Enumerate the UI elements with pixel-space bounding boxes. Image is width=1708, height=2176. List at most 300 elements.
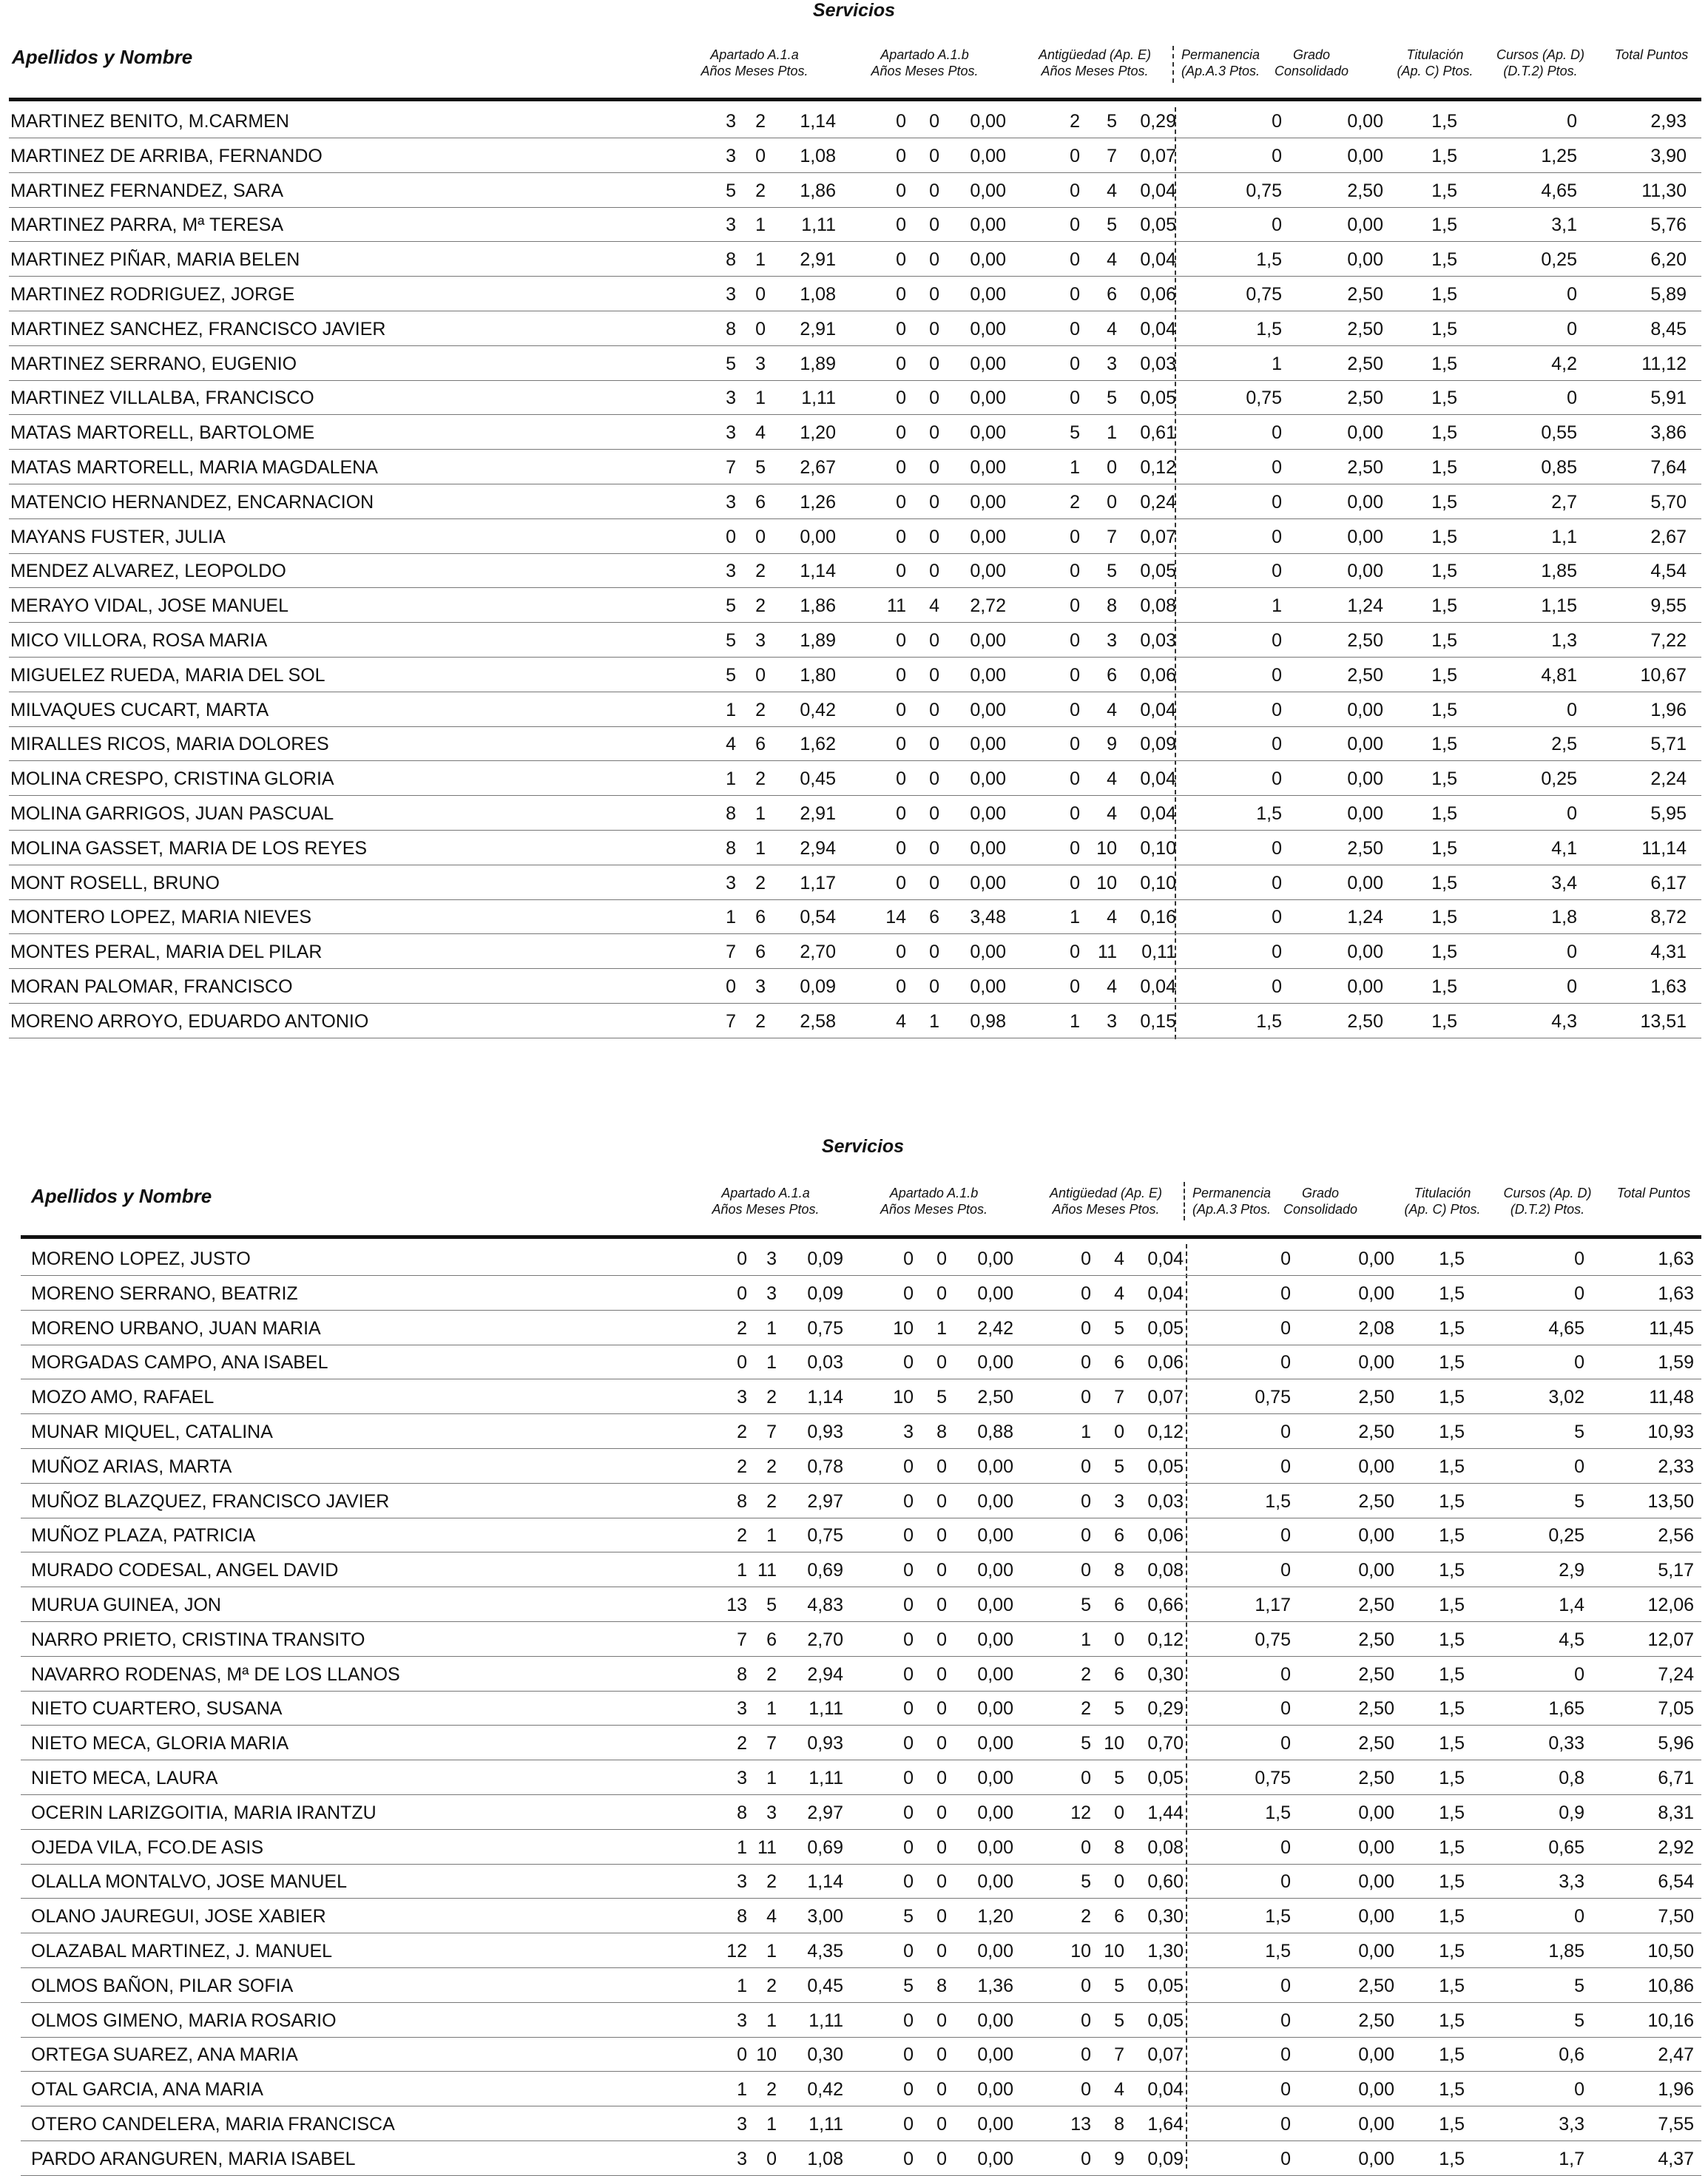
- cell-antig-anos: 5: [1070, 422, 1080, 444]
- header-antiguedad: Antigüedad (Ap. E) Años Meses Ptos.: [1038, 47, 1152, 78]
- cell-a1b-ptos: 0,00: [970, 457, 1006, 478]
- cell-permanencia: 0: [1280, 1560, 1291, 1581]
- cell-a1a-ptos: 1,11: [809, 2010, 843, 2031]
- cell-a1b-ptos: 0,00: [970, 111, 1006, 132]
- cell-a1b-anos: 0: [903, 1490, 914, 1512]
- cell-a1b-ptos: 0,00: [970, 734, 1006, 755]
- cell-a1a-ptos: 1,14: [807, 1871, 843, 1893]
- cell-cursos: 4,2: [1551, 353, 1577, 374]
- cell-a1b-ptos: 0,00: [970, 526, 1006, 547]
- cell-a1b-meses: 0: [936, 1525, 947, 1547]
- cell-cursos: 0: [1574, 1456, 1584, 1477]
- cell-antig-meses: 8: [1114, 1837, 1124, 1858]
- cell-antig-anos: 1: [1081, 1422, 1091, 1442]
- header-total: Total Puntos: [1616, 1186, 1691, 1200]
- cell-a1b-meses: 0: [929, 872, 939, 893]
- cell-permanencia: 0: [1272, 907, 1282, 928]
- cell-a1b-anos: 0: [903, 1352, 914, 1373]
- table-row: [0, 346, 1708, 381]
- cell-total: 7,55: [1658, 2114, 1694, 2135]
- cell-a1b-anos: 0: [896, 699, 906, 720]
- cell-grado: 0,00: [1347, 145, 1383, 166]
- cell-antig-anos: 0: [1081, 1249, 1091, 1269]
- cell-antig-anos: 5: [1081, 1595, 1091, 1615]
- cell-titulacion: 1,5: [1439, 1629, 1465, 1650]
- cell-antig-meses: 5: [1107, 111, 1117, 132]
- cell-a1b-meses: 0: [929, 422, 939, 444]
- cell-titulacion: 1,5: [1431, 976, 1457, 997]
- cell-permanencia: 0: [1272, 457, 1282, 478]
- cell-antig-ptos: 0,05: [1147, 2010, 1184, 2031]
- cell-permanencia: 0: [1272, 111, 1282, 132]
- cell-a1a-ptos: 1,86: [800, 595, 836, 617]
- cell-antig-ptos: 0,04: [1140, 803, 1176, 824]
- cell-name: MARTINEZ RODRIGUEZ, JORGE: [10, 284, 295, 305]
- cell-a1b-meses: 6: [929, 907, 939, 928]
- cell-antig-ptos: 0,11: [1141, 942, 1176, 963]
- cell-a1a-meses: 3: [755, 976, 766, 997]
- cell-a1a-meses: 6: [766, 1629, 777, 1650]
- cell-antig-ptos: 0,09: [1140, 734, 1176, 755]
- cell-antig-meses: 7: [1107, 145, 1117, 166]
- table-row: [0, 1552, 1708, 1587]
- cell-a1b-meses: 0: [929, 734, 939, 755]
- cell-a1b-anos: 0: [896, 353, 906, 374]
- cell-a1a-meses: 2: [755, 1010, 766, 1032]
- cell-cursos: 0: [1567, 318, 1577, 339]
- cell-antig-anos: 0: [1070, 214, 1080, 236]
- cell-a1b-anos: 0: [903, 2114, 914, 2135]
- cell-grado: 0,00: [1358, 1941, 1394, 1962]
- cell-a1a-anos: 5: [726, 595, 736, 617]
- cell-antig-anos: 0: [1070, 526, 1080, 547]
- cell-a1a-ptos: 0,93: [807, 1422, 843, 1442]
- cell-cursos: 1,4: [1559, 1595, 1584, 1615]
- cell-name: OJEDA VILA, FCO.DE ASIS: [31, 1837, 263, 1858]
- cell-antig-ptos: 0,15: [1140, 1010, 1176, 1032]
- cell-titulacion: 1,5: [1431, 768, 1457, 790]
- cell-a1b-anos: 5: [903, 1906, 914, 1927]
- cell-a1b-ptos: 0,00: [977, 1698, 1013, 1720]
- cell-a1a-anos: 2: [737, 1422, 747, 1442]
- cell-a1b-meses: 0: [929, 837, 939, 859]
- cell-antig-meses: 6: [1107, 284, 1117, 305]
- cell-total: 4,37: [1658, 2148, 1694, 2169]
- table-row: [0, 2003, 1708, 2038]
- cell-a1a-ptos: 0,42: [800, 699, 836, 720]
- cell-antig-anos: 0: [1070, 942, 1080, 963]
- cell-a1b-meses: 0: [929, 388, 939, 409]
- cell-a1b-ptos: 0,00: [970, 284, 1006, 305]
- cell-total: 2,67: [1650, 526, 1687, 547]
- cell-antig-meses: 4: [1107, 768, 1117, 790]
- cell-a1b-ptos: 0,00: [977, 1249, 1013, 1269]
- cell-name: MATAS MARTORELL, BARTOLOME: [10, 422, 315, 444]
- cell-a1b-ptos: 0,00: [970, 422, 1006, 444]
- cell-titulacion: 1,5: [1439, 1490, 1465, 1512]
- cell-total: 2,47: [1658, 2044, 1694, 2066]
- cell-cursos: 5: [1574, 1975, 1584, 1996]
- cell-a1a-meses: 1: [766, 1768, 777, 1788]
- cell-a1b-anos: 0: [896, 284, 906, 305]
- cell-a1b-anos: 0: [903, 2010, 914, 2031]
- cell-cursos: 3,3: [1559, 2114, 1584, 2135]
- cell-titulacion: 1,5: [1439, 1906, 1465, 1927]
- cell-cursos: 2,5: [1551, 734, 1577, 755]
- cell-antig-anos: 0: [1081, 2010, 1091, 2031]
- cell-a1b-anos: 0: [896, 664, 906, 686]
- cell-a1a-ptos: 1,86: [800, 180, 836, 201]
- cell-a1a-anos: 4: [726, 734, 736, 755]
- cell-antig-anos: 0: [1070, 664, 1080, 686]
- cell-name: MOLINA GARRIGOS, JUAN PASCUAL: [10, 803, 334, 824]
- cell-antig-ptos: 0,30: [1147, 1663, 1184, 1685]
- table-row: [0, 1587, 1708, 1622]
- cell-permanencia: 0: [1272, 768, 1282, 790]
- cell-a1a-meses: 1: [766, 1525, 777, 1547]
- cell-a1b-anos: 0: [896, 734, 906, 755]
- cell-a1b-anos: 0: [896, 491, 906, 513]
- cell-grado: 0,00: [1358, 1837, 1394, 1858]
- cell-permanencia: 0: [1280, 2044, 1291, 2066]
- cell-a1b-meses: 0: [936, 1456, 947, 1477]
- cell-titulacion: 1,5: [1439, 1975, 1465, 1996]
- cell-grado: 2,50: [1358, 1387, 1394, 1408]
- cell-total: 13,51: [1640, 1010, 1687, 1032]
- cell-name: MARTINEZ SERRANO, EUGENIO: [10, 353, 297, 374]
- table-row: [0, 1484, 1708, 1518]
- cell-a1a-ptos: 2,67: [800, 457, 836, 478]
- cell-a1b-ptos: 2,42: [977, 1317, 1013, 1339]
- cell-grado: 0,00: [1347, 803, 1383, 824]
- cell-titulacion: 1,5: [1431, 872, 1457, 893]
- cell-permanencia: 0: [1280, 1733, 1291, 1754]
- cell-a1a-ptos: 2,97: [807, 1802, 843, 1823]
- cell-name: MIRALLES RICOS, MARIA DOLORES: [10, 734, 329, 755]
- cell-titulacion: 1,5: [1431, 422, 1457, 444]
- cell-permanencia: 0: [1272, 976, 1282, 997]
- cell-titulacion: 1,5: [1439, 1595, 1465, 1615]
- cell-total: 12,06: [1647, 1595, 1694, 1615]
- cell-grado: 2,50: [1358, 1768, 1394, 1788]
- cell-a1b-meses: 0: [936, 1733, 947, 1754]
- header-grado: Grado Consolidado: [1283, 1186, 1358, 1217]
- cell-antig-ptos: 0,08: [1140, 595, 1176, 617]
- cell-a1b-ptos: 0,00: [970, 976, 1006, 997]
- cell-grado: 0,00: [1347, 942, 1383, 963]
- cell-antig-anos: 2: [1070, 491, 1080, 513]
- cell-permanencia: 0: [1280, 1456, 1291, 1477]
- cell-antig-meses: 3: [1114, 1490, 1124, 1512]
- cell-a1a-meses: 7: [766, 1733, 777, 1754]
- cell-name: OTERO CANDELERA, MARIA FRANCISCA: [31, 2114, 395, 2135]
- cell-a1a-anos: 3: [726, 284, 736, 305]
- cell-name: MONTES PERAL, MARIA DEL PILAR: [10, 942, 323, 963]
- cell-a1a-ptos: 1,80: [800, 664, 836, 686]
- cell-a1b-meses: 0: [936, 1906, 947, 1927]
- cell-a1a-anos: 5: [726, 664, 736, 686]
- cell-antig-meses: 6: [1114, 1352, 1124, 1373]
- cell-cursos: 2,7: [1551, 491, 1577, 513]
- cell-a1a-ptos: 0,00: [800, 526, 836, 547]
- table-row: [0, 1968, 1708, 2003]
- cell-antig-meses: 8: [1107, 595, 1117, 617]
- cell-a1b-ptos: 0,00: [977, 1871, 1013, 1893]
- cell-total: 11,12: [1641, 353, 1687, 374]
- cell-grado: 2,50: [1347, 630, 1383, 651]
- cell-a1b-ptos: 0,00: [977, 2010, 1013, 2031]
- cell-permanencia: 0: [1272, 214, 1282, 236]
- cell-antig-ptos: 1,44: [1147, 1802, 1184, 1823]
- cell-total: 2,33: [1658, 1456, 1694, 1477]
- cell-antig-ptos: 0,29: [1140, 111, 1176, 132]
- cell-name: NARRO PRIETO, CRISTINA TRANSITO: [31, 1629, 365, 1650]
- cell-a1a-meses: 3: [755, 630, 766, 651]
- cell-total: 5,71: [1650, 734, 1687, 755]
- cell-a1a-meses: 6: [755, 907, 766, 928]
- cell-a1b-ptos: 0,00: [977, 1837, 1013, 1858]
- cell-a1b-meses: 0: [936, 2114, 947, 2135]
- header-total: Total Puntos: [1614, 47, 1689, 62]
- cell-titulacion: 1,5: [1431, 942, 1457, 963]
- cell-a1b-ptos: 0,00: [970, 664, 1006, 686]
- cell-total: 10,86: [1647, 1975, 1694, 1996]
- cell-a1b-meses: 1: [936, 1317, 947, 1339]
- cell-antig-meses: 6: [1114, 1663, 1124, 1685]
- cell-name: OLALLA MONTALVO, JOSE MANUEL: [31, 1871, 347, 1893]
- table-row: [0, 1449, 1708, 1484]
- cell-a1a-meses: 0: [755, 284, 766, 305]
- cell-antig-meses: 5: [1107, 214, 1117, 236]
- cell-antig-ptos: 0,04: [1140, 318, 1176, 339]
- cell-a1a-anos: 0: [726, 526, 736, 547]
- table-row: [0, 588, 1708, 623]
- table-row: [0, 104, 1708, 138]
- table-row: [0, 2106, 1708, 2141]
- cell-antig-ptos: 1,64: [1147, 2114, 1184, 2135]
- cell-a1a-ptos: 3,00: [807, 1906, 843, 1927]
- cell-permanencia: 0: [1280, 1975, 1291, 1996]
- cell-a1a-meses: 2: [766, 1456, 777, 1477]
- cell-a1b-ptos: 0,00: [970, 214, 1006, 236]
- cell-a1a-ptos: 1,08: [807, 2148, 843, 2169]
- cell-total: 2,24: [1650, 768, 1687, 790]
- cell-a1b-ptos: 0,00: [970, 768, 1006, 790]
- cell-cursos: 0,25: [1541, 249, 1577, 271]
- cell-a1a-meses: 0: [755, 145, 766, 166]
- cell-a1b-ptos: 0,00: [977, 1525, 1013, 1547]
- cell-a1a-ptos: 0,75: [807, 1525, 843, 1547]
- cell-a1a-ptos: 2,70: [800, 942, 836, 963]
- cell-antig-anos: 0: [1081, 2044, 1091, 2066]
- cell-a1b-anos: 0: [896, 180, 906, 201]
- cell-antig-meses: 4: [1114, 2079, 1124, 2101]
- cell-a1a-anos: 3: [726, 491, 736, 513]
- cell-a1b-meses: 0: [929, 699, 939, 720]
- cell-antig-anos: 2: [1081, 1698, 1091, 1720]
- cell-titulacion: 1,5: [1431, 353, 1457, 374]
- cell-a1b-ptos: 0,00: [977, 1283, 1013, 1304]
- cell-titulacion: 1,5: [1439, 1941, 1465, 1962]
- cell-name: MORAN PALOMAR, FRANCISCO: [10, 976, 293, 997]
- cell-total: 6,17: [1650, 872, 1687, 893]
- cell-titulacion: 1,5: [1439, 1249, 1465, 1269]
- cell-antig-anos: 0: [1081, 1456, 1091, 1477]
- table-row: [0, 138, 1708, 173]
- cell-antig-meses: 10: [1096, 872, 1117, 893]
- cell-a1a-meses: 4: [766, 1906, 777, 1927]
- cell-name: MARTINEZ PARRA, Mª TERESA: [10, 214, 284, 236]
- cell-antig-ptos: 1,30: [1147, 1941, 1184, 1962]
- cell-a1a-anos: 2: [737, 1525, 747, 1547]
- cell-a1b-anos: 0: [903, 1456, 914, 1477]
- table-row: [0, 519, 1708, 554]
- cell-antig-ptos: 0,03: [1140, 630, 1176, 651]
- cell-a1b-meses: 0: [936, 1595, 947, 1615]
- cell-antig-meses: 3: [1107, 353, 1117, 374]
- cell-cursos: 1,7: [1559, 2148, 1584, 2169]
- cell-titulacion: 1,5: [1439, 1768, 1465, 1788]
- cell-titulacion: 1,5: [1439, 1456, 1465, 1477]
- cell-a1a-ptos: 0,78: [807, 1456, 843, 1477]
- cell-a1b-ptos: 0,00: [977, 1352, 1013, 1373]
- cell-antig-ptos: 0,06: [1147, 1525, 1184, 1547]
- cell-a1b-ptos: 0,00: [970, 491, 1006, 513]
- cell-antig-ptos: 0,16: [1140, 907, 1176, 928]
- cell-a1a-anos: 8: [737, 1906, 747, 1927]
- cell-a1b-anos: 10: [893, 1317, 914, 1339]
- table-row: [0, 1241, 1708, 1276]
- cell-antig-anos: 0: [1070, 837, 1080, 859]
- cell-a1a-anos: 3: [726, 872, 736, 893]
- cell-cursos: 1,85: [1548, 1941, 1584, 1962]
- cell-a1b-meses: 0: [929, 457, 939, 478]
- cell-permanencia: 0: [1280, 1422, 1291, 1442]
- cell-antig-ptos: 0,12: [1140, 457, 1176, 478]
- cell-a1b-anos: 0: [896, 422, 906, 444]
- cell-a1a-anos: 3: [737, 2010, 747, 2031]
- cell-name: NIETO CUARTERO, SUSANA: [31, 1698, 283, 1720]
- cell-cursos: 0,65: [1548, 1837, 1584, 1858]
- cell-a1b-anos: 0: [896, 768, 906, 790]
- table-row: [0, 277, 1708, 311]
- cell-antig-anos: 10: [1070, 1941, 1091, 1962]
- cell-grado: 0,00: [1358, 1352, 1394, 1373]
- cell-a1b-ptos: 0,00: [977, 1560, 1013, 1581]
- section-title: Servicios: [821, 1136, 905, 1157]
- cell-grado: 1,24: [1347, 595, 1383, 617]
- cell-a1b-meses: 0: [929, 630, 939, 651]
- cell-a1b-anos: 0: [896, 318, 906, 339]
- cell-antig-anos: 0: [1070, 595, 1080, 617]
- cell-a1a-meses: 1: [766, 2114, 777, 2135]
- cell-permanencia: 0: [1272, 630, 1282, 651]
- table-row: [0, 1004, 1708, 1038]
- cell-cursos: 1,25: [1541, 145, 1577, 166]
- cell-grado: 0,00: [1347, 734, 1383, 755]
- cell-a1b-ptos: 0,00: [977, 2079, 1013, 2101]
- cell-antig-ptos: 0,03: [1147, 1490, 1184, 1512]
- header-divider: [1172, 46, 1174, 83]
- cell-permanencia: 0: [1272, 699, 1282, 720]
- cell-permanencia: 0: [1280, 1525, 1291, 1547]
- cell-grado: 0,00: [1358, 1249, 1394, 1269]
- cell-total: 10,67: [1640, 664, 1687, 686]
- cell-a1a-anos: 8: [737, 1490, 747, 1512]
- cell-antig-ptos: 0,08: [1147, 1837, 1184, 1858]
- cell-grado: 2,50: [1358, 1733, 1394, 1754]
- cell-antig-meses: 4: [1107, 699, 1117, 720]
- cell-grado: 0,00: [1358, 1283, 1394, 1304]
- cell-titulacion: 1,5: [1439, 2148, 1465, 2169]
- cell-total: 1,96: [1658, 2079, 1694, 2101]
- cell-a1a-anos: 2: [737, 1456, 747, 1477]
- cell-permanencia: 0: [1272, 837, 1282, 859]
- cell-total: 3,90: [1650, 145, 1687, 166]
- cell-name: MORENO ARROYO, EDUARDO ANTONIO: [10, 1010, 369, 1032]
- cell-a1b-meses: 0: [936, 1698, 947, 1720]
- cell-permanencia: 1: [1272, 595, 1282, 617]
- header-rule: [21, 1235, 1701, 1239]
- cell-a1b-meses: 0: [929, 214, 939, 236]
- cell-a1b-anos: 0: [896, 214, 906, 236]
- cell-grado: 2,50: [1347, 180, 1383, 201]
- cell-a1b-anos: 0: [896, 388, 906, 409]
- cell-a1a-meses: 2: [766, 1871, 777, 1893]
- cell-a1b-anos: 0: [903, 1768, 914, 1788]
- cell-a1b-ptos: 0,00: [977, 2148, 1013, 2169]
- cell-antig-anos: 0: [1081, 1975, 1091, 1996]
- cell-total: 2,92: [1658, 1837, 1694, 1858]
- cell-antig-ptos: 0,04: [1140, 180, 1176, 201]
- cell-antig-anos: 0: [1070, 353, 1080, 374]
- header-rule: [9, 98, 1701, 101]
- cell-name: MARTINEZ DE ARRIBA, FERNANDO: [10, 145, 323, 166]
- cell-permanencia: 0: [1280, 1837, 1291, 1858]
- cell-permanencia: 1,5: [1256, 1010, 1282, 1032]
- cell-a1a-anos: 3: [726, 388, 736, 409]
- table-row: [0, 1933, 1708, 1968]
- cell-grado: 2,50: [1347, 284, 1383, 305]
- cell-a1a-anos: 1: [737, 2079, 747, 2101]
- cell-a1a-meses: 1: [755, 837, 766, 859]
- cell-name: ORTEGA SUAREZ, ANA MARIA: [31, 2044, 298, 2066]
- cell-antig-meses: 6: [1114, 1525, 1124, 1547]
- cell-titulacion: 1,5: [1439, 2044, 1465, 2066]
- cell-grado: 0,00: [1358, 2044, 1394, 2066]
- cell-a1b-anos: 0: [896, 111, 906, 132]
- cell-antig-ptos: 0,05: [1147, 1317, 1184, 1339]
- table-row: [0, 207, 1708, 242]
- cell-a1a-meses: 5: [766, 1595, 777, 1615]
- cell-antig-meses: 7: [1114, 2044, 1124, 2066]
- cell-a1b-ptos: 0,00: [977, 1663, 1013, 1685]
- cell-grado: 2,50: [1347, 664, 1383, 686]
- cell-grado: 0,00: [1347, 872, 1383, 893]
- cell-grado: 2,50: [1358, 1629, 1394, 1650]
- cell-antig-anos: 0: [1070, 734, 1080, 755]
- table-row: [0, 1379, 1708, 1414]
- cell-name: MUÑOZ PLAZA, PATRICIA: [31, 1525, 256, 1547]
- cell-name: MORENO URBANO, JUAN MARIA: [31, 1317, 321, 1339]
- cell-a1a-anos: 3: [726, 422, 736, 444]
- cell-a1a-ptos: 1,14: [807, 1387, 843, 1408]
- cell-a1a-ptos: 0,30: [807, 2044, 843, 2066]
- cell-a1a-ptos: 0,42: [807, 2079, 843, 2101]
- cell-antig-ptos: 0,05: [1140, 388, 1176, 409]
- cell-permanencia: 0: [1272, 561, 1282, 582]
- cell-permanencia: 0,75: [1246, 180, 1282, 201]
